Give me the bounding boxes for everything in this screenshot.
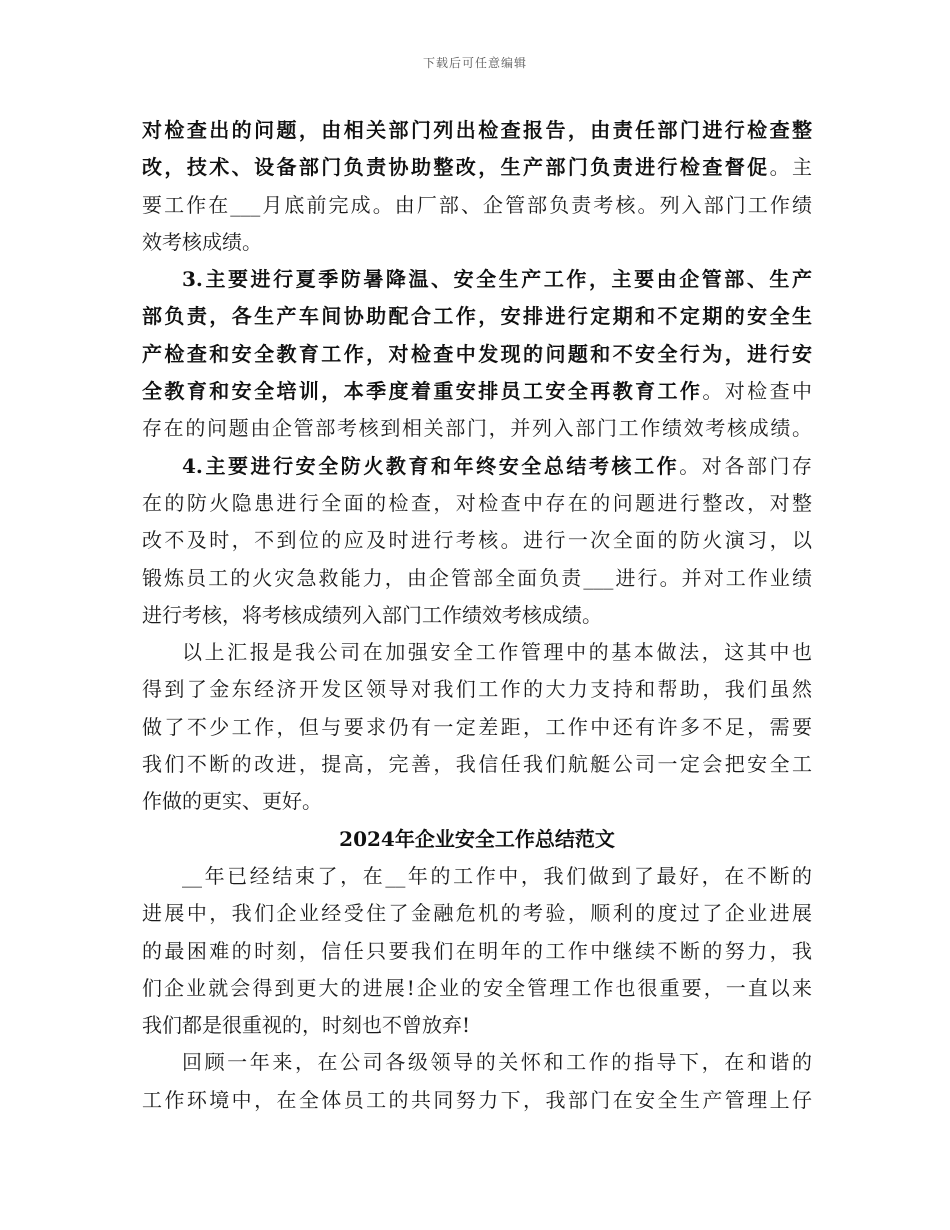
text-segment: 。主	[769, 155, 812, 180]
text-line	[142, 448, 812, 485]
text-line	[142, 298, 812, 335]
text-segment: 作做的更实、更好。	[142, 789, 322, 814]
text-line	[142, 895, 812, 932]
text-segment: 的最困难的时刻，信任只要我们在明年的工作中继续不断的努力，我	[142, 938, 812, 963]
text-segment: 改不及时，不到位的应及时进行考核。进行一次全面的防火演习，以	[142, 528, 812, 553]
text-segment: 。对检查中	[702, 379, 812, 404]
text-segment: 我们都是很重视的，时刻也不曾放弃!	[142, 1013, 471, 1038]
text-line	[142, 336, 812, 373]
text-line	[142, 671, 812, 708]
text-segment: 部负责，各生产车间协助配合工作，安排进行定期和不定期的安全生	[142, 304, 812, 329]
text-segment: 3.主要进行夏季防暑降温、安全生产工作，主要由企管部、生产	[182, 267, 812, 292]
page-header: 下载后可任意编辑	[422, 56, 527, 70]
text-segment: 得到了金东经济开发区领导对我们工作的大力支持和帮助，我们虽然	[142, 677, 812, 702]
text-segment: 产检查和安全教育工作，对检查中发现的问题和不安全行为，进行安	[142, 341, 812, 366]
text-segment: 我们不断的改进，提高，完善，我信任我们航艇公司一定会把安全工	[142, 752, 812, 777]
text-segment: 4.主要进行安全防火教育和年终安全总结考核工作	[182, 453, 680, 478]
text-segment: 。对各部门存	[679, 453, 812, 478]
text-line	[142, 522, 812, 559]
text-segment: 工作环境中，在全体员工的共同努力下，我部门在安全生产管理上仔	[142, 1087, 812, 1112]
text-segment: 进展中，我们企业经受住了金融危机的考验，顺利的度过了企业进展	[142, 901, 812, 926]
text-segment: 进行考核，将考核成绩列入部门工作绩效考核成绩。	[142, 602, 602, 627]
text-segment: 锻炼员工的火灾急救能力，由企管部全面负责___进行。并对工作业绩	[142, 565, 812, 590]
text-segment: 2024年企业安全工作总结范文	[339, 826, 615, 851]
document-body	[142, 112, 812, 1119]
text-line	[142, 1044, 812, 1081]
text-line	[142, 224, 812, 261]
text-line	[142, 821, 812, 858]
text-segment: __年已经结束了，在__年的工作中，我们做到了最好，在不断的	[182, 863, 812, 888]
text-line	[142, 634, 812, 671]
text-line	[142, 597, 812, 634]
text-line	[142, 709, 812, 746]
text-line	[142, 373, 812, 410]
text-segment: 对检查出的问题，由相关部门列出检查报告，由责任部门进行检查整	[142, 118, 812, 142]
text-line	[142, 187, 812, 224]
text-segment: 改，技术、设备部门负责协助整改，生产部门负责进行检查督促	[142, 155, 770, 180]
text-line	[142, 149, 812, 186]
text-segment: 以上汇报是我公司在加强安全工作管理中的基本做法，这其中也	[182, 640, 812, 665]
text-line	[142, 858, 812, 895]
text-segment: 效考核成绩。	[142, 229, 262, 254]
text-segment: 要工作在___月底前完成。由厂部、企管部负责考核。列入部门工作绩	[142, 192, 812, 217]
text-segment: 存在的问题由企管部考核到相关部门，并列入部门工作绩效考核成绩。	[142, 416, 812, 441]
text-segment: 们企业就会得到更大的进展!企业的安全管理工作也很重要，一直以来	[142, 975, 812, 1000]
text-line	[142, 261, 812, 298]
text-line	[142, 783, 812, 820]
text-line	[142, 970, 812, 1007]
text-line	[142, 1007, 812, 1044]
text-segment: 做了不少工作，但与要求仍有一定差距，工作中还有许多不足，需要	[142, 714, 812, 739]
text-line	[142, 933, 812, 970]
text-segment: 回顾一年来，在公司各级领导的关怀和工作的指导下，在和谐的	[182, 1050, 812, 1075]
text-line	[142, 560, 812, 597]
text-line	[142, 112, 812, 149]
text-line	[142, 1082, 812, 1119]
text-segment: 全教育和安全培训，本季度着重安排员工安全再教育工作	[142, 379, 703, 404]
text-line	[142, 485, 812, 522]
text-line	[142, 746, 812, 783]
text-line	[142, 410, 812, 447]
text-segment: 在的防火隐患进行全面的检查，对检查中存在的问题进行整改，对整	[142, 490, 812, 515]
